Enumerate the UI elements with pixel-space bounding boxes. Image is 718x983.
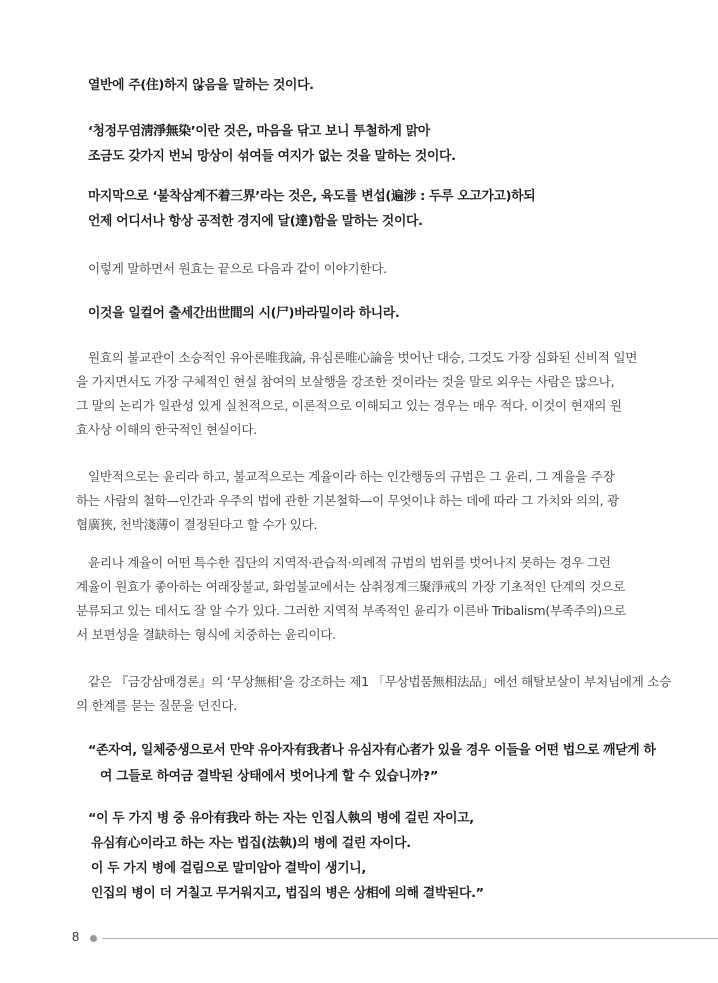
text-line: “이 두 가지 병 중 유아有我라 하는 자는 인집人執의 병에 걸린 자이고, [88, 811, 474, 826]
text-line: ‘청정무염淸淨無染’이란 것은, 마음을 닦고 보니 투철하게 맑아 [88, 124, 430, 139]
text-line: 이 두 가지 병에 걸림으로 말미암아 결박이 생기니, [91, 861, 366, 876]
text-line: 같은 『금강삼매경론』의 ‘무상無相’을 강조하는 제1 「무상법품無相法品」에선 해탈보살이 부처님에게 소승 [88, 674, 671, 689]
text-line: 계율이 원효가 좋아하는 여래장불교, 화엄불교에서는 삼취정계三聚淨戒의 가장 기초적인 단계의 것으로 [76, 579, 625, 594]
text-line: 조금도 갖가지 번뇌 망상이 섞여들 여지가 없는 것을 말하는 것이다. [88, 149, 456, 164]
text-line: 효사상 이해의 한국적인 현실이다. [76, 422, 257, 437]
text-line: 일반적으로는 윤리라 하고, 불교적으로는 계율이라 하는 인간행동의 규범은 그 윤리, 그 계율을 주장 [88, 469, 615, 484]
page-number: 8 [72, 929, 80, 944]
text-line: 서 보편성을 결缺하는 형식에 치중하는 윤리이다. [76, 627, 336, 642]
text-line: 여 그들로 하여금 결박된 상태에서 벗어나게 할 수 있습니까?” [100, 769, 438, 784]
text-line: 원효의 불교관이 소승적인 유아론唯我論, 유심론唯心論을 벗어난 대승, 그것도 가장 심화된 신비적 일면 [88, 350, 638, 365]
page-footer [72, 929, 718, 949]
text-line: 협廣狹, 천박淺薄이 결정된다고 할 수가 있다. [76, 517, 318, 532]
bullet-dot-icon [90, 935, 97, 942]
text-line: 의 한계를 묻는 질문을 던진다. [76, 698, 237, 713]
text-line: 마지막으로 ‘불착삼계不着三界’라는 것은, 육도를 변섭(遍涉 : 두루 오고가고)하되 [88, 189, 536, 204]
text-line: 이렇게 말하면서 원효는 끝으로 다음과 같이 이야기한다. [88, 261, 387, 276]
paragraph-body-3 [76, 551, 654, 647]
text-line: 그 말의 논리가 일관성 있게 실천적으로, 이론적으로 이해되고 있는 경우는 매우 적다. 이것이 현재의 원 [76, 398, 622, 413]
text-line: 을 가지면서도 가장 구체적인 현실 참여의 보살행을 강조한 것이라는 것을 말로 외우는 사람은 많으나, [76, 374, 615, 389]
paragraph-body-1 [76, 346, 654, 442]
text-line: 하는 사람의 철학—인간과 우주의 법에 관한 기본철학—이 무엇이냐 하는 데에 따라 그 가치와 의의, 광 [76, 493, 619, 508]
text-line: 언제 어디서나 항상 공적한 경지에 달(達)함을 말하는 것이다. [88, 214, 423, 229]
quote-answer [76, 806, 654, 906]
text-line: 유심有心이라고 하는 자는 법집(法執)의 병에 걸린 자이다. [91, 836, 411, 851]
text-line: 인집의 병이 더 거칠고 무거워지고, 법집의 병은 상相에 의해 결박된다.” [91, 886, 484, 901]
paragraph-bold-2 [76, 119, 666, 169]
paragraph-bold-3 [76, 184, 666, 234]
text-line: 분류되고 있는 데서도 잘 알 수가 있다. 그러한 지역적 부족적인 윤리가 이른바 Tribalism(부족주의)으로 [76, 603, 626, 618]
footer-divider [102, 938, 718, 939]
paragraph-bold-1 [76, 74, 666, 98]
paragraph-body-4 [76, 670, 671, 718]
text-line: 윤리나 계율이 어떤 특수한 집단의 지역적·관습적·의례적 규범의 범위를 벗어나지 못하는 경우 그런 [88, 555, 611, 570]
paragraph-bold-4 [76, 302, 666, 326]
paragraph-plain-1 [76, 257, 654, 281]
text-line: 이것을 일컬어 출세간出世間의 시(尸)바라밀이라 하니라. [88, 306, 400, 321]
text-line: 열반에 주(住)하지 않음을 말하는 것이다. [88, 78, 314, 93]
quote-question [76, 738, 654, 790]
paragraph-body-2 [76, 465, 654, 537]
text-line: “존자여, 일체중생으로서 만약 유아자有我者나 유심자有心者가 있을 경우 이들을 어떤 법으로 깨닫게 하 [88, 743, 656, 758]
